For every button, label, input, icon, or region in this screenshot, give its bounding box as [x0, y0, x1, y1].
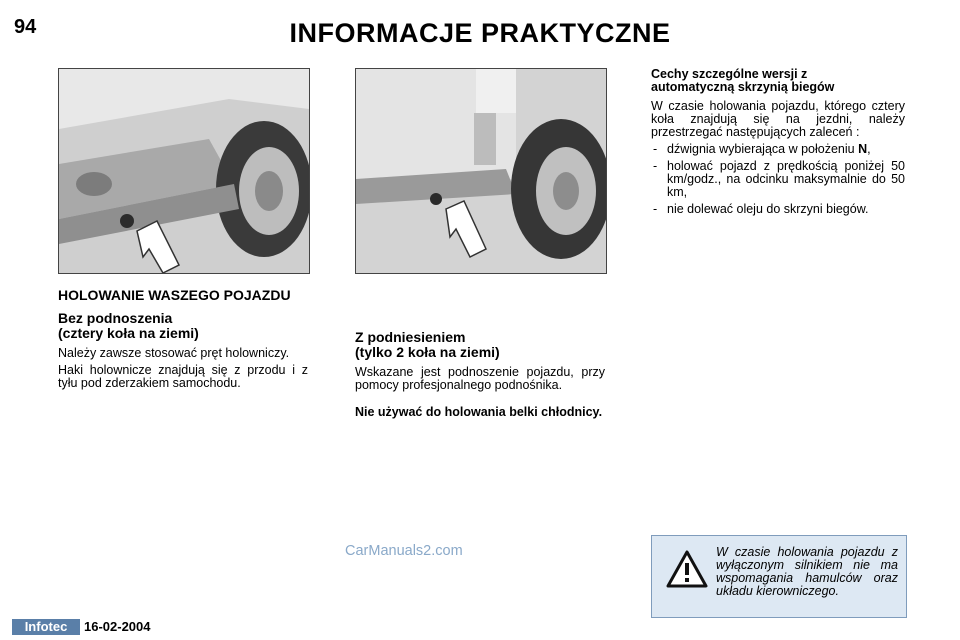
page-number: 94	[14, 16, 37, 38]
front-bumper-illustration	[59, 69, 309, 273]
paragraph: Wskazane jest podnoszenie pojazdu, przy pomocy profesjonalnego podnośnika.	[355, 365, 605, 392]
warning-box	[651, 535, 907, 618]
lifted-subtitle: Z podniesieniem (tylko 2 koła na ziemi)	[355, 329, 500, 360]
bold-warning-paragraph: Nie używać do holowania belki chłodnicy.	[355, 405, 603, 419]
warning-triangle-icon	[666, 550, 708, 588]
infotec-logo: Infotec	[12, 619, 80, 635]
towing-section-middle	[355, 330, 605, 423]
no-lift-subtitle: Bez podnoszenia (cztery koła na ziemi)	[58, 310, 199, 341]
paragraph: Haki holownicze znajdują się z przodu i z tyłu pod zderzakiem samochodu.	[58, 363, 308, 390]
towing-section-left	[58, 288, 308, 394]
list-item: - holować pojazd z prędkością poniżej 50 km/godz., na odcinku maksymalnie do 50 km,	[651, 160, 905, 199]
footer-date: 16-02-2004	[84, 619, 151, 634]
intro-paragraph: W czasie holowania pojazdu, którego cztery koła znajdują się na jezdni, należy przestrzegać następujących zaleceń :	[651, 99, 905, 139]
list-item: - nie dolewać oleju do skrzyni biegów.	[651, 203, 905, 216]
towing-section-title: HOLOWANIE WASZEGO POJAZDU	[58, 287, 291, 303]
automatic-gearbox-title: Cechy szczególne wersji z automatyczną skrzynią biegów	[651, 67, 835, 94]
rear-bumper-tow-hook-photo	[355, 68, 607, 274]
paragraph: Należy zawsze stosować pręt holowniczy.	[58, 346, 290, 360]
instructions-list	[651, 143, 905, 216]
watermark: CarManuals2.com	[345, 543, 463, 559]
automatic-gearbox-section	[651, 68, 905, 220]
rear-bumper-illustration	[356, 69, 606, 273]
front-bumper-tow-hook-photo	[58, 68, 310, 274]
list-item: - dźwignia wybierająca w położeniu N,	[651, 143, 905, 156]
warning-text: W czasie holowania pojazdu z wyłączonym silnikiem nie ma wspomagania hamulców oraz układu kierowniczego.	[716, 545, 898, 598]
page-title: INFORMACJE PRAKTYCZNE	[289, 18, 671, 48]
